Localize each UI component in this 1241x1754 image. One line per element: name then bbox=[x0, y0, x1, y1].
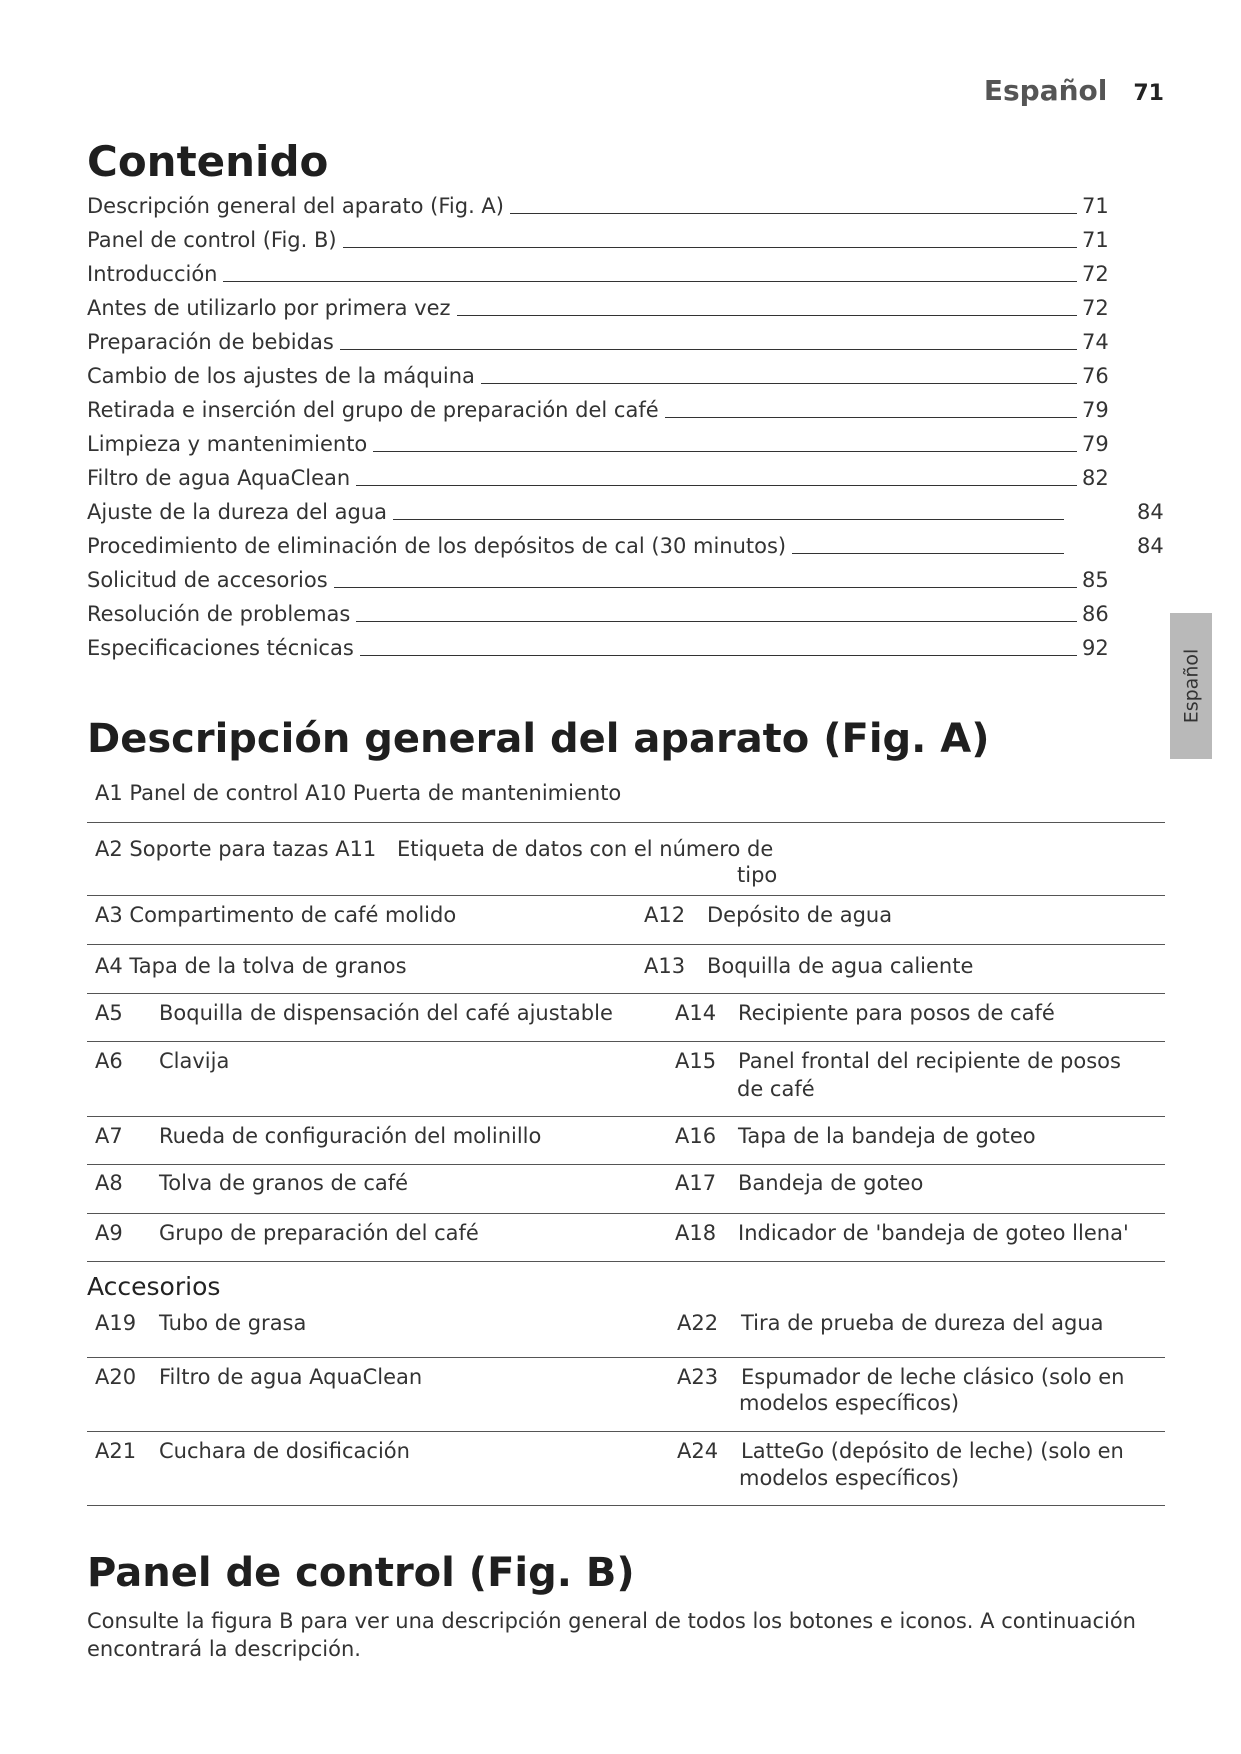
table-row: A7 Rueda de configuración del molinillo A16 Tapa de la bandeja de goteo bbox=[87, 1117, 1165, 1165]
toc-entry[interactable]: Introducción 72 bbox=[87, 262, 1109, 286]
table-row: A9 Grupo de preparación del café A18 Indicador de 'bandeja de goteo llena' bbox=[87, 1214, 1165, 1262]
control-panel-title: Panel de control (Fig. B) bbox=[87, 1550, 635, 1596]
table-row: A20 Filtro de agua AquaClean A23 Espumador de leche clásico (solo en modelos específicos) bbox=[87, 1358, 1165, 1432]
toc-entry[interactable]: Preparación de bebidas 74 bbox=[87, 330, 1109, 354]
toc-entry[interactable]: Solicitud de accesorios 85 bbox=[87, 568, 1109, 592]
table-row: A19 Tubo de grasa A22 Tira de prueba de dureza del agua bbox=[87, 1309, 1165, 1358]
table-row: A4 Tapa de la tolva de granos A13 Boquilla de agua caliente bbox=[87, 945, 1165, 994]
toc-entry[interactable]: Ajuste de la dureza del agua 84 bbox=[87, 500, 1164, 524]
page-header bbox=[984, 74, 1164, 107]
toc-entry[interactable]: Filtro de agua AquaClean 82 bbox=[87, 466, 1109, 490]
language-side-tab bbox=[1170, 613, 1212, 759]
side-tab-label: Español bbox=[1180, 648, 1202, 724]
toc-entry[interactable]: Retirada e inserción del grupo de preparación del café 79 bbox=[87, 398, 1109, 422]
toc-entry[interactable]: Limpieza y mantenimiento 79 bbox=[87, 432, 1109, 456]
toc-entry[interactable]: Descripción general del aparato (Fig. A) 71 bbox=[87, 194, 1109, 218]
table-row: A5 Boquilla de dispensación del café ajustable A14 Recipiente para posos de café bbox=[87, 994, 1165, 1042]
table-top-rule bbox=[87, 822, 1165, 823]
toc-entry[interactable]: Procedimiento de eliminación de los depósitos de cal (30 minutos) 84 bbox=[87, 534, 1164, 558]
accessories-table bbox=[87, 1309, 1165, 1506]
table-row: A2 Soporte para tazas A11 Etiqueta de datos con el número de tipo bbox=[87, 823, 1165, 896]
parts-table bbox=[87, 777, 1165, 1262]
table-row: A21 Cuchara de dosificación A24 LatteGo (depósito de leche) (solo en modelos específicos) bbox=[87, 1432, 1165, 1506]
toc-title: Contenido bbox=[87, 137, 329, 186]
accessories-title: Accesorios bbox=[87, 1272, 221, 1301]
toc-entry[interactable]: Especificaciones técnicas 92 bbox=[87, 636, 1109, 660]
toc-entry[interactable]: Antes de utilizarlo por primera vez 72 bbox=[87, 296, 1109, 320]
table-row: A3 Compartimento de café molido A12 Depósito de agua bbox=[87, 896, 1165, 945]
page-number: 71 bbox=[1133, 81, 1164, 106]
control-panel-text: Consulte la figura B para ver una descripción general de todos los botones e iconos. A continuación encontrará la descripción. bbox=[87, 1609, 1136, 1661]
toc-entry[interactable]: Resolución de problemas 86 bbox=[87, 602, 1109, 626]
toc-entry[interactable]: Panel de control (Fig. B) 71 bbox=[87, 228, 1109, 252]
table-row: A8 Tolva de granos de café A17 Bandeja de goteo bbox=[87, 1165, 1165, 1214]
table-row: A1 Panel de control A10 Puerta de mantenimiento bbox=[87, 777, 1165, 823]
toc-entry[interactable]: Cambio de los ajustes de la máquina 76 bbox=[87, 364, 1109, 388]
header-language: Español bbox=[983, 74, 1108, 107]
description-title: Descripción general del aparato (Fig. A) bbox=[87, 716, 990, 762]
table-row: A6 Clavija A15 Panel frontal del recipiente de posos de café bbox=[87, 1042, 1165, 1117]
